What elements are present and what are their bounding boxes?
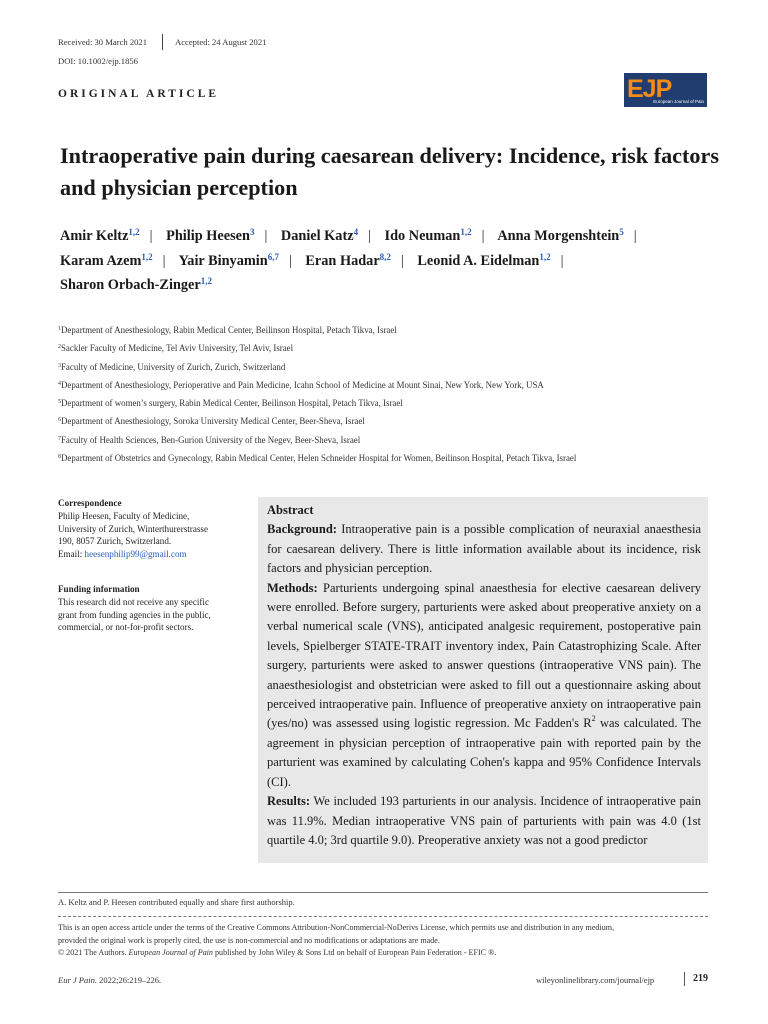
author-name[interactable]: Philip Heesen xyxy=(166,228,250,244)
methods-text-continued: was calculated. The agreement in physician perception of intraoperative pain with reported pain by the parturient was examined by calculating Cohen's kappa and 95% Confidence Intervals (CI). xyxy=(267,716,702,789)
methods-label: Methods: xyxy=(267,580,318,595)
funding-line: commercial, or not-for-profit sectors. xyxy=(58,622,194,633)
affiliation-text: Faculty of Health Sciences, Ben-Gurion University of the Negev, Beer-Sheva, Israel xyxy=(61,434,361,445)
correspondence-line: Philip Heesen, Faculty of Medicine, xyxy=(58,510,190,521)
journal-logo-mark: EJP xyxy=(627,75,672,103)
license-line: This is an open access article under the terms of the Creative Commons Attribution-NonCommercial-NoDerivs License, which permits use and distribution in any medium, xyxy=(58,923,615,932)
citation-volume: 2022;26:219–226. xyxy=(96,975,162,985)
author-affiliation-ref[interactable]: 6,7 xyxy=(267,251,279,262)
copyright-line xyxy=(58,947,718,960)
correspondence-block xyxy=(58,497,238,561)
author-separator: | xyxy=(633,228,637,244)
journal-logo-subtitle: European Journal of Pain xyxy=(653,99,704,104)
author-name[interactable]: Ido Neuman xyxy=(384,228,461,244)
methods-text: Parturients undergoing spinal anaesthesia for elective caesarean delivery were enrolled. Before surgery, parturients were asked about preoperative anxiety on a verbal numerical scale (VNS), anticipated analgesic requirement, postoperative pain levels, Spielberger STATE-TRAIT inventory index, Pain Catastrophizing Scale. After surgery, parturients were asked to answer questions (intraoperative VNS pain). The anaesthesiologist and obstetrician were asked to fill out a questionnaire asking about perceived intraoperative pain. Influence of preoperative anxiety on intraoperative pain (yes/no) was assessed using logistic regression. Mc Fadden's R xyxy=(267,580,701,731)
author-name[interactable]: Yair Binyamin xyxy=(178,252,268,269)
author-separator: | xyxy=(149,228,153,244)
page-number-divider xyxy=(684,972,685,986)
affiliation-number: 7 xyxy=(58,435,61,442)
affiliation-item xyxy=(58,449,738,467)
affiliation-text: Department of Anesthesiology, Rabin Medical Center, Beilinson Hospital, Petach Tikva, Israel xyxy=(61,325,397,335)
background-label: Background: xyxy=(267,522,337,537)
author-separator: | xyxy=(481,228,485,244)
funding-heading: Funding information xyxy=(58,584,140,594)
affiliation-number: 4 xyxy=(58,380,61,387)
abstract-results xyxy=(267,792,701,850)
author-affiliation-ref[interactable]: 8,2 xyxy=(379,251,391,262)
author-affiliation-ref[interactable]: 4 xyxy=(353,227,359,237)
affiliation-item xyxy=(58,412,738,430)
correspondence-line: University of Zurich, Winterthurerstrasse xyxy=(58,523,208,534)
equal-contribution-note: A. Keltz and P. Heesen contributed equally and share first authorship. xyxy=(58,897,295,907)
section-label: ORIGINAL ARTICLE xyxy=(58,88,220,100)
copyright-publisher: published by John Wiley & Sons Ltd on behalf of European Pain Federation - EFIC ®. xyxy=(212,948,497,957)
affiliation-item xyxy=(58,339,738,357)
funding-block xyxy=(58,583,238,634)
author-affiliation-ref[interactable]: 1,2 xyxy=(460,227,472,237)
methods-superscript: 2 xyxy=(591,714,596,724)
citation xyxy=(58,974,161,987)
author-affiliation-ref[interactable]: 5 xyxy=(619,227,624,237)
citation-journal: Eur J Pain. xyxy=(58,975,97,985)
author-separator: | xyxy=(288,252,292,269)
affiliation-text: Department of women’s surgery, Rabin Medical Center, Beilinson Hospital, Petach Tikva, Israel xyxy=(61,398,403,409)
author-name[interactable]: Karam Azem xyxy=(60,252,142,269)
funding-line: grant from funding agencies in the public, xyxy=(58,609,211,620)
affiliation-list xyxy=(58,321,738,467)
author-separator: | xyxy=(400,252,404,269)
affiliation-text: Department of Anesthesiology, Soroka University Medical Center, Beer-Sheva, Israel xyxy=(61,416,365,427)
page-number: 219 xyxy=(693,973,708,984)
article-title: Intraoperative pain during caesarean delivery: Incidence, risk factors and physician perception xyxy=(60,143,719,200)
copyright-text: © 2021 The Authors. xyxy=(58,948,129,957)
doi[interactable]: DOI: 10.1002/ejp.1856 xyxy=(58,56,138,66)
author-separator: | xyxy=(368,228,371,244)
affiliation-number: 8 xyxy=(58,454,61,461)
author-name[interactable]: Leonid A. Eidelman xyxy=(417,252,540,269)
affiliation-number: 1 xyxy=(58,326,61,332)
background-text: Intraoperative pain is a possible complication of neuraxial anaesthesia for caesarean delivery. There is little information available about its incidence, risk factors and physician perception. xyxy=(267,522,701,576)
correspondence-heading: Correspondence xyxy=(58,498,122,508)
email-label: Email: xyxy=(58,549,85,560)
author-name[interactable]: Sharon Orbach-Zinger xyxy=(60,277,201,293)
author-affiliation-ref[interactable]: 1,2 xyxy=(539,251,551,262)
affiliation-text: Department of Anesthesiology, Perioperative and Pain Medicine, Icahn School of Medicine at Mount Sinai, New York, New York, USA xyxy=(61,379,544,390)
accepted-date: Accepted: 24 August 2021 xyxy=(175,37,267,47)
affiliation-item xyxy=(58,376,738,394)
journal-logo xyxy=(624,73,707,107)
correspondence-email-line xyxy=(58,548,238,561)
license-rule xyxy=(58,916,708,917)
abstract-box xyxy=(258,497,708,863)
footnote-rule xyxy=(58,892,708,893)
affiliation-item xyxy=(58,358,738,376)
license-line: provided the original work is properly cited, the use is non-commercial and no modifications or adaptations are made. xyxy=(58,935,440,945)
author-name[interactable]: Anna Morgenshtein xyxy=(497,228,620,244)
affiliation-item xyxy=(58,394,738,412)
funding-line: This research did not receive any specific xyxy=(58,596,209,607)
author-affiliation-ref[interactable]: 1,2 xyxy=(141,251,153,262)
author-separator: | xyxy=(264,228,268,244)
author-name[interactable]: Amir Keltz xyxy=(60,228,129,244)
affiliation-number: 2 xyxy=(58,344,61,351)
affiliation-number: 5 xyxy=(58,399,61,406)
copyright-journal: European Journal of Pain xyxy=(128,948,213,957)
abstract-methods xyxy=(267,579,701,792)
author-name[interactable]: Eran Hadar xyxy=(305,252,380,269)
author-affiliation-ref[interactable]: 3 xyxy=(249,227,255,237)
author-list xyxy=(60,224,740,298)
affiliation-text: Department of Obstetrics and Gynecology, Rabin Medical Center, Helen Schneider Hospital for Women, Beilinson Hospital, Petach Tikva, Israel xyxy=(61,453,577,464)
affiliation-item xyxy=(58,321,738,339)
affiliation-number: 6 xyxy=(58,417,61,424)
email-link[interactable]: heesenphilip99@gmail.com xyxy=(84,549,187,560)
correspondence-line: 190, 8057 Zurich, Switzerland. xyxy=(58,536,172,547)
author-affiliation-ref[interactable]: 1,2 xyxy=(200,276,212,286)
results-label: Results: xyxy=(267,794,311,809)
results-text: We included 193 parturients in our analysis. Incidence of intraoperative pain was 11.9%. Median intraoperative VNS pain of parturients with pain was 4.0 (1st quartile 4.0; 3rd quartile 9.0). Preoperative anxiety was not a good predictor xyxy=(267,794,701,847)
abstract-heading: Abstract xyxy=(267,503,314,517)
author-affiliation-ref[interactable]: 1,2 xyxy=(128,227,140,237)
author-separator: | xyxy=(162,252,166,269)
received-date: Received: 30 March 2021 xyxy=(58,37,148,47)
affiliation-text: Faculty of Medicine, University of Zurich, Zurich, Switzerland xyxy=(61,361,286,372)
author-separator: | xyxy=(560,252,564,269)
header-divider xyxy=(162,34,163,50)
affiliation-number: 3 xyxy=(58,362,61,369)
author-name[interactable]: Daniel Katz xyxy=(280,228,354,244)
affiliation-text: Sackler Faculty of Medicine, Tel Aviv University, Tel Aviv, Israel xyxy=(61,343,294,354)
license-block xyxy=(58,922,718,960)
affiliation-item xyxy=(58,431,738,449)
abstract-background xyxy=(267,520,701,578)
journal-url[interactable]: wileyonlinelibrary.com/journal/ejp xyxy=(536,975,655,985)
